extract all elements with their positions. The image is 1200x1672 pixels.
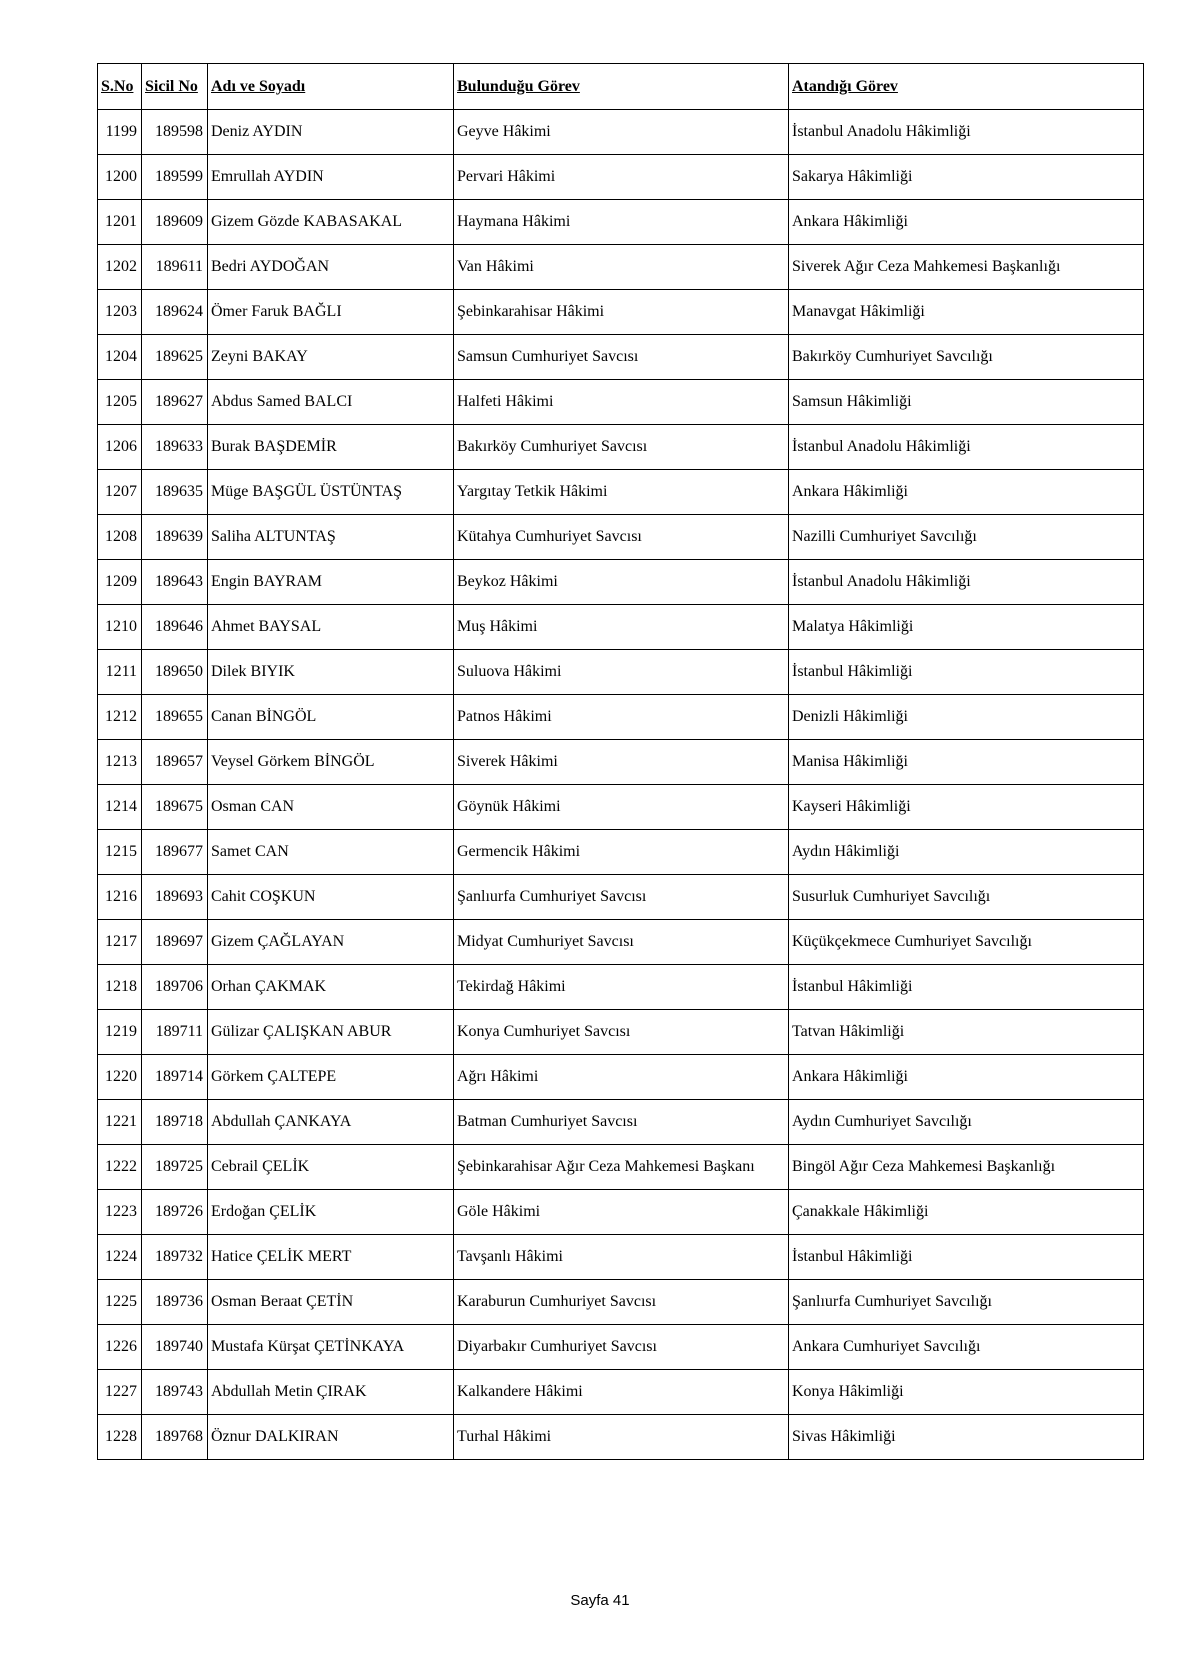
table-row <box>98 1325 1144 1370</box>
header-current-post: Bulunduğu Görev <box>454 64 789 110</box>
cell-sno: 1210 <box>98 605 142 650</box>
cell-assigned-post: Ankara Hâkimliği <box>789 200 1144 245</box>
cell-sicil-no: 189706 <box>142 965 208 1010</box>
cell-assigned-post: Malatya Hâkimliği <box>789 605 1144 650</box>
cell-sicil-no: 189732 <box>142 1235 208 1280</box>
cell-assigned-post: Bakırköy Cumhuriyet Savcılığı <box>789 335 1144 380</box>
cell-sicil-no: 189743 <box>142 1370 208 1415</box>
cell-name: Burak BAŞDEMİR <box>208 425 454 470</box>
table-row <box>98 965 1144 1010</box>
cell-name: Abdus Samed BALCI <box>208 380 454 425</box>
cell-assigned-post: Samsun Hâkimliği <box>789 380 1144 425</box>
cell-name: Abdullah ÇANKAYA <box>208 1100 454 1145</box>
table-row <box>98 1055 1144 1100</box>
cell-sno: 1216 <box>98 875 142 920</box>
cell-current-post: Pervari Hâkimi <box>454 155 789 200</box>
cell-sno: 1218 <box>98 965 142 1010</box>
cell-sicil-no: 189598 <box>142 110 208 155</box>
cell-sicil-no: 189718 <box>142 1100 208 1145</box>
table-row <box>98 1010 1144 1055</box>
table-row <box>98 830 1144 875</box>
cell-name: Veysel Görkem BİNGÖL <box>208 740 454 785</box>
cell-sicil-no: 189627 <box>142 380 208 425</box>
cell-sicil-no: 189740 <box>142 1325 208 1370</box>
cell-current-post: Şebinkarahisar Ağır Ceza Mahkemesi Başkanı <box>454 1145 789 1190</box>
table-body <box>98 110 1144 1460</box>
cell-sicil-no: 189675 <box>142 785 208 830</box>
header-sicil-no: Sicil No <box>142 64 208 110</box>
cell-current-post: Şanlıurfa Cumhuriyet Savcısı <box>454 875 789 920</box>
table-row <box>98 1370 1144 1415</box>
cell-name: Gizem ÇAĞLAYAN <box>208 920 454 965</box>
cell-sicil-no: 189625 <box>142 335 208 380</box>
cell-name: Dilek BIYIK <box>208 650 454 695</box>
cell-sno: 1203 <box>98 290 142 335</box>
cell-sno: 1201 <box>98 200 142 245</box>
cell-name: Hatice ÇELİK MERT <box>208 1235 454 1280</box>
cell-assigned-post: Sivas Hâkimliği <box>789 1415 1144 1460</box>
cell-sicil-no: 189655 <box>142 695 208 740</box>
cell-sno: 1207 <box>98 470 142 515</box>
cell-name: Gülizar ÇALIŞKAN ABUR <box>208 1010 454 1055</box>
cell-current-post: Geyve Hâkimi <box>454 110 789 155</box>
cell-assigned-post: Şanlıurfa Cumhuriyet Savcılığı <box>789 1280 1144 1325</box>
cell-name: Emrullah AYDIN <box>208 155 454 200</box>
cell-assigned-post: Konya Hâkimliği <box>789 1370 1144 1415</box>
cell-sno: 1209 <box>98 560 142 605</box>
cell-sno: 1221 <box>98 1100 142 1145</box>
cell-current-post: Ağrı Hâkimi <box>454 1055 789 1100</box>
table-row <box>98 650 1144 695</box>
cell-sno: 1215 <box>98 830 142 875</box>
cell-name: Cebrail ÇELİK <box>208 1145 454 1190</box>
cell-sicil-no: 189633 <box>142 425 208 470</box>
cell-current-post: Haymana Hâkimi <box>454 200 789 245</box>
cell-name: Engin BAYRAM <box>208 560 454 605</box>
cell-name: Müge BAŞGÜL ÜSTÜNTAŞ <box>208 470 454 515</box>
table-row <box>98 875 1144 920</box>
cell-assigned-post: Ankara Hâkimliği <box>789 1055 1144 1100</box>
cell-name: Ahmet BAYSAL <box>208 605 454 650</box>
cell-current-post: Germencik Hâkimi <box>454 830 789 875</box>
cell-assigned-post: Sakarya Hâkimliği <box>789 155 1144 200</box>
cell-sno: 1206 <box>98 425 142 470</box>
header-assigned-post: Atandığı Görev <box>789 64 1144 110</box>
cell-name: Mustafa Kürşat ÇETİNKAYA <box>208 1325 454 1370</box>
cell-sicil-no: 189711 <box>142 1010 208 1055</box>
cell-sicil-no: 189725 <box>142 1145 208 1190</box>
cell-current-post: Göle Hâkimi <box>454 1190 789 1235</box>
table-row <box>98 605 1144 650</box>
cell-current-post: Göynük Hâkimi <box>454 785 789 830</box>
cell-sno: 1208 <box>98 515 142 560</box>
cell-current-post: Halfeti Hâkimi <box>454 380 789 425</box>
cell-sno: 1228 <box>98 1415 142 1460</box>
cell-sno: 1211 <box>98 650 142 695</box>
cell-current-post: Karaburun Cumhuriyet Savcısı <box>454 1280 789 1325</box>
cell-sicil-no: 189768 <box>142 1415 208 1460</box>
table-row <box>98 785 1144 830</box>
cell-current-post: Kütahya Cumhuriyet Savcısı <box>454 515 789 560</box>
cell-sicil-no: 189697 <box>142 920 208 965</box>
cell-sno: 1222 <box>98 1145 142 1190</box>
cell-current-post: Yargıtay Tetkik Hâkimi <box>454 470 789 515</box>
cell-name: Erdoğan ÇELİK <box>208 1190 454 1235</box>
cell-sicil-no: 189677 <box>142 830 208 875</box>
cell-assigned-post: İstanbul Hâkimliği <box>789 1235 1144 1280</box>
cell-current-post: Samsun Cumhuriyet Savcısı <box>454 335 789 380</box>
cell-name: Saliha ALTUNTAŞ <box>208 515 454 560</box>
cell-assigned-post: Çanakkale Hâkimliği <box>789 1190 1144 1235</box>
header-sno: S.No <box>98 64 142 110</box>
cell-sicil-no: 189624 <box>142 290 208 335</box>
cell-current-post: Diyarbakır Cumhuriyet Savcısı <box>454 1325 789 1370</box>
table-row <box>98 245 1144 290</box>
cell-name: Canan BİNGÖL <box>208 695 454 740</box>
cell-current-post: Tekirdağ Hâkimi <box>454 965 789 1010</box>
assignment-table <box>97 63 1144 1460</box>
cell-sno: 1220 <box>98 1055 142 1100</box>
cell-name: Gizem Gözde KABASAKAL <box>208 200 454 245</box>
cell-name: Bedri AYDOĞAN <box>208 245 454 290</box>
cell-assigned-post: Manavgat Hâkimliği <box>789 290 1144 335</box>
table-row <box>98 740 1144 785</box>
table-header-row <box>98 64 1144 110</box>
table-row <box>98 110 1144 155</box>
table-row <box>98 425 1144 470</box>
cell-current-post: Bakırköy Cumhuriyet Savcısı <box>454 425 789 470</box>
cell-sno: 1224 <box>98 1235 142 1280</box>
table-row <box>98 1415 1144 1460</box>
cell-sicil-no: 189646 <box>142 605 208 650</box>
cell-current-post: Batman Cumhuriyet Savcısı <box>454 1100 789 1145</box>
cell-sicil-no: 189635 <box>142 470 208 515</box>
cell-current-post: Patnos Hâkimi <box>454 695 789 740</box>
cell-current-post: Beykoz Hâkimi <box>454 560 789 605</box>
cell-sno: 1223 <box>98 1190 142 1235</box>
cell-sicil-no: 189609 <box>142 200 208 245</box>
cell-sno: 1202 <box>98 245 142 290</box>
cell-current-post: Kalkandere Hâkimi <box>454 1370 789 1415</box>
cell-assigned-post: İstanbul Anadolu Hâkimliği <box>789 425 1144 470</box>
cell-name: Zeyni BAKAY <box>208 335 454 380</box>
page-number: Sayfa 41 <box>570 1592 630 1609</box>
cell-sno: 1219 <box>98 1010 142 1055</box>
cell-assigned-post: Ankara Hâkimliği <box>789 470 1144 515</box>
cell-name: Osman CAN <box>208 785 454 830</box>
cell-assigned-post: Tatvan Hâkimliği <box>789 1010 1144 1055</box>
cell-sicil-no: 189599 <box>142 155 208 200</box>
cell-sno: 1200 <box>98 155 142 200</box>
cell-name: Orhan ÇAKMAK <box>208 965 454 1010</box>
cell-name: Öznur DALKIRAN <box>208 1415 454 1460</box>
table-row <box>98 1190 1144 1235</box>
cell-sno: 1226 <box>98 1325 142 1370</box>
cell-name: Deniz AYDIN <box>208 110 454 155</box>
cell-sno: 1204 <box>98 335 142 380</box>
cell-sicil-no: 189643 <box>142 560 208 605</box>
header-name: Adı ve Soyadı <box>208 64 454 110</box>
cell-name: Görkem ÇALTEPE <box>208 1055 454 1100</box>
table-row <box>98 1145 1144 1190</box>
cell-sno: 1199 <box>98 110 142 155</box>
cell-assigned-post: Susurluk Cumhuriyet Savcılığı <box>789 875 1144 920</box>
cell-assigned-post: Manisa Hâkimliği <box>789 740 1144 785</box>
cell-sno: 1212 <box>98 695 142 740</box>
cell-assigned-post: Ankara Cumhuriyet Savcılığı <box>789 1325 1144 1370</box>
table-row <box>98 695 1144 740</box>
table-row <box>98 1235 1144 1280</box>
cell-sno: 1217 <box>98 920 142 965</box>
cell-current-post: Midyat Cumhuriyet Savcısı <box>454 920 789 965</box>
cell-current-post: Turhal Hâkimi <box>454 1415 789 1460</box>
cell-assigned-post: İstanbul Hâkimliği <box>789 650 1144 695</box>
table-row <box>98 1100 1144 1145</box>
cell-current-post: Şebinkarahisar Hâkimi <box>454 290 789 335</box>
cell-sno: 1227 <box>98 1370 142 1415</box>
cell-sicil-no: 189726 <box>142 1190 208 1235</box>
cell-sicil-no: 189611 <box>142 245 208 290</box>
cell-sicil-no: 189639 <box>142 515 208 560</box>
table-row <box>98 155 1144 200</box>
table-row <box>98 515 1144 560</box>
cell-current-post: Siverek Hâkimi <box>454 740 789 785</box>
cell-sno: 1214 <box>98 785 142 830</box>
cell-sicil-no: 189693 <box>142 875 208 920</box>
table-row <box>98 560 1144 605</box>
cell-assigned-post: İstanbul Anadolu Hâkimliği <box>789 110 1144 155</box>
cell-assigned-post: İstanbul Anadolu Hâkimliği <box>789 560 1144 605</box>
cell-sno: 1213 <box>98 740 142 785</box>
cell-current-post: Konya Cumhuriyet Savcısı <box>454 1010 789 1055</box>
cell-assigned-post: Siverek Ağır Ceza Mahkemesi Başkanlığı <box>789 245 1144 290</box>
table-row <box>98 470 1144 515</box>
cell-assigned-post: Aydın Hâkimliği <box>789 830 1144 875</box>
cell-assigned-post: Bingöl Ağır Ceza Mahkemesi Başkanlığı <box>789 1145 1144 1190</box>
cell-sicil-no: 189650 <box>142 650 208 695</box>
table-row <box>98 380 1144 425</box>
table-row <box>98 200 1144 245</box>
cell-current-post: Muş Hâkimi <box>454 605 789 650</box>
cell-current-post: Van Hâkimi <box>454 245 789 290</box>
cell-assigned-post: Küçükçekmece Cumhuriyet Savcılığı <box>789 920 1144 965</box>
cell-name: Abdullah Metin ÇIRAK <box>208 1370 454 1415</box>
cell-assigned-post: Nazilli Cumhuriyet Savcılığı <box>789 515 1144 560</box>
cell-assigned-post: Denizli Hâkimliği <box>789 695 1144 740</box>
cell-assigned-post: İstanbul Hâkimliği <box>789 965 1144 1010</box>
cell-sno: 1205 <box>98 380 142 425</box>
cell-name: Cahit COŞKUN <box>208 875 454 920</box>
cell-assigned-post: Aydın Cumhuriyet Savcılığı <box>789 1100 1144 1145</box>
cell-sno: 1225 <box>98 1280 142 1325</box>
table-row <box>98 1280 1144 1325</box>
cell-sicil-no: 189714 <box>142 1055 208 1100</box>
cell-current-post: Suluova Hâkimi <box>454 650 789 695</box>
table-row <box>98 290 1144 335</box>
cell-sicil-no: 189657 <box>142 740 208 785</box>
cell-name: Samet CAN <box>208 830 454 875</box>
cell-name: Osman Beraat ÇETİN <box>208 1280 454 1325</box>
table-row <box>98 920 1144 965</box>
cell-sicil-no: 189736 <box>142 1280 208 1325</box>
cell-assigned-post: Kayseri Hâkimliği <box>789 785 1144 830</box>
table-row <box>98 335 1144 380</box>
cell-name: Ömer Faruk BAĞLI <box>208 290 454 335</box>
cell-current-post: Tavşanlı Hâkimi <box>454 1235 789 1280</box>
